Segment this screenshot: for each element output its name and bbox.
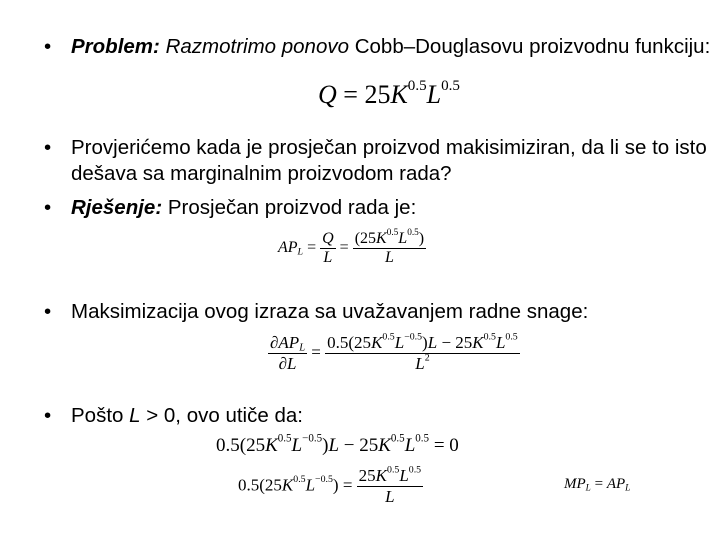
eq2-equals-2: = (339, 239, 349, 257)
eq5-num (357, 466, 423, 487)
eq3-minus: − 25 (437, 333, 473, 352)
bullet-problem (44, 34, 714, 60)
eq3-n1b: ) (422, 333, 428, 352)
equation-condition (216, 432, 459, 457)
eq2-ap: AP (278, 239, 298, 257)
eq4-minus: − 25 (339, 435, 379, 456)
eq5-num-coef: 25 (358, 466, 376, 485)
eq4-l-exp: −0.5 (302, 432, 323, 445)
eq5-nl: L (399, 466, 409, 485)
eq1-equals: = (343, 80, 358, 109)
eq1-k: K (390, 80, 408, 109)
eq6-mp: MP (564, 476, 586, 492)
eq2-ap-sub: L (297, 246, 304, 258)
eq5-fraction (357, 466, 423, 507)
eq3-l3: L (495, 333, 506, 352)
eq6-mp-sub: L (585, 483, 591, 494)
bullet-dot: • (44, 35, 52, 58)
eq3-l2: L (427, 333, 438, 352)
eq3-lhs-fraction (268, 333, 307, 374)
eq3-ap-sub: L (299, 342, 306, 354)
bullet-dot: • (44, 300, 52, 323)
equation-average-product (278, 230, 426, 267)
eq3-den-l: L (415, 354, 425, 373)
partial-icon: ∂ (270, 333, 279, 352)
eq3-n1: 0.5(25 (327, 333, 372, 352)
eq3-l1: L (394, 333, 405, 352)
eq3-equals: = (311, 342, 321, 362)
eq3-k1: K (371, 333, 383, 352)
eq3-k2-exp: 0.5 (483, 331, 496, 343)
eq5-nk: K (375, 466, 388, 485)
eq2-fraction-1 (320, 230, 336, 267)
eq1-l-exp: 0.5 (441, 78, 460, 95)
eq5-equals: = (342, 475, 353, 495)
bullet-dot: • (44, 136, 52, 159)
solution-label: Rješenje: (71, 196, 163, 219)
bullet-dot: • (44, 196, 52, 219)
solution-text: Prosječan proizvod rada je: (167, 196, 417, 219)
eq3-k2: K (472, 333, 484, 352)
question-text: Provjerićemo kada je prosječan proizvod makisimiziran, da li se to isto dešava sa marginalnim proizvodom rada? (71, 136, 707, 185)
eq4-b: ) (322, 435, 329, 456)
equation-cobb-douglas (318, 80, 460, 110)
eq2-den-2: L (384, 249, 394, 266)
eq2-den-1: L (323, 249, 333, 266)
eq5-b: ) (332, 475, 339, 495)
eq5-k-exp: 0.5 (293, 474, 306, 486)
eq1-q: Q (318, 80, 337, 109)
eq3-k1-exp: 0.5 (382, 331, 395, 343)
bullet-text (44, 403, 714, 429)
eq5-nk-exp: 0.5 (387, 464, 400, 476)
problem-label: Problem: (71, 35, 160, 58)
eq2-l: L (398, 230, 408, 247)
eq5-nl-exp: 0.5 (408, 464, 422, 476)
since-after: > 0, ovo utiče da: (146, 404, 303, 427)
eq2-num-1: Q (322, 230, 334, 247)
eq2-num-open: (25 (354, 230, 377, 247)
eq5-l: L (305, 475, 316, 495)
eq3-lhs-den: ∂L (278, 354, 297, 373)
problem-intro: Razmotrimo ponovo (165, 35, 350, 58)
eq2-num-2 (353, 230, 426, 249)
bullet-solution (44, 195, 714, 221)
eq4-k2: K (378, 435, 391, 456)
bullet-since-l-positive (44, 403, 714, 429)
eq1-l: L (426, 80, 442, 109)
eq4-l3-exp: 0.5 (415, 432, 430, 445)
since-var: L (129, 404, 141, 427)
eq4-l3: L (404, 435, 416, 456)
eq3-den-exp: 2 (424, 352, 430, 364)
eq4-equals-zero: = 0 (429, 435, 459, 456)
bullet-dot: • (44, 404, 52, 427)
problem-text: Cobb–Douglasovu proizvodnu funkciju: (354, 35, 711, 58)
eq1-k-exp: 0.5 (407, 78, 427, 95)
eq2-l-exp: 0.5 (407, 228, 419, 239)
eq3-l3-exp: 0.5 (505, 331, 518, 343)
eq2-num-close: ) (418, 230, 425, 247)
maximization-text: Maksimizacija ovog izraza sa uvažavanjem radne snage: (71, 300, 589, 323)
equation-result (238, 466, 423, 507)
eq2-fraction-2 (353, 230, 426, 267)
equation-derivative (268, 333, 520, 374)
bullet-text (44, 195, 714, 221)
eq3-rhs-num (325, 333, 520, 354)
bullet-maximization (44, 299, 714, 325)
eq4-k: K (265, 435, 278, 456)
since-before: Pošto (71, 404, 124, 427)
eq6-equals: = (590, 476, 607, 492)
eq5-den: L (385, 487, 395, 506)
eq3-l1-exp: −0.5 (404, 331, 423, 343)
equation-mp-equals-ap (564, 476, 630, 493)
eq5-a: 0.5(25 (238, 475, 282, 495)
eq4-l2: L (328, 435, 340, 456)
eq3-rhs-fraction (325, 333, 520, 374)
bullet-question (44, 135, 714, 187)
eq6-ap: AP (606, 476, 626, 492)
bullet-text (44, 34, 714, 60)
eq3-ap: AP (278, 333, 300, 352)
eq3-lhs-num (268, 333, 307, 354)
eq2-equals-1: = (307, 239, 317, 257)
eq5-k: K (281, 475, 294, 495)
eq3-rhs-den (325, 354, 520, 374)
eq4-l: L (291, 435, 303, 456)
eq2-k: K (376, 230, 387, 247)
eq4-k2-exp: 0.5 (390, 432, 405, 445)
eq4-a: 0.5(25 (216, 435, 266, 456)
eq4-k-exp: 0.5 (277, 432, 292, 445)
eq5-l-exp: −0.5 (315, 474, 333, 486)
eq2-k-exp: 0.5 (386, 228, 399, 239)
eq1-coef: 25 (364, 80, 391, 109)
eq6-ap-sub: L (625, 483, 631, 494)
